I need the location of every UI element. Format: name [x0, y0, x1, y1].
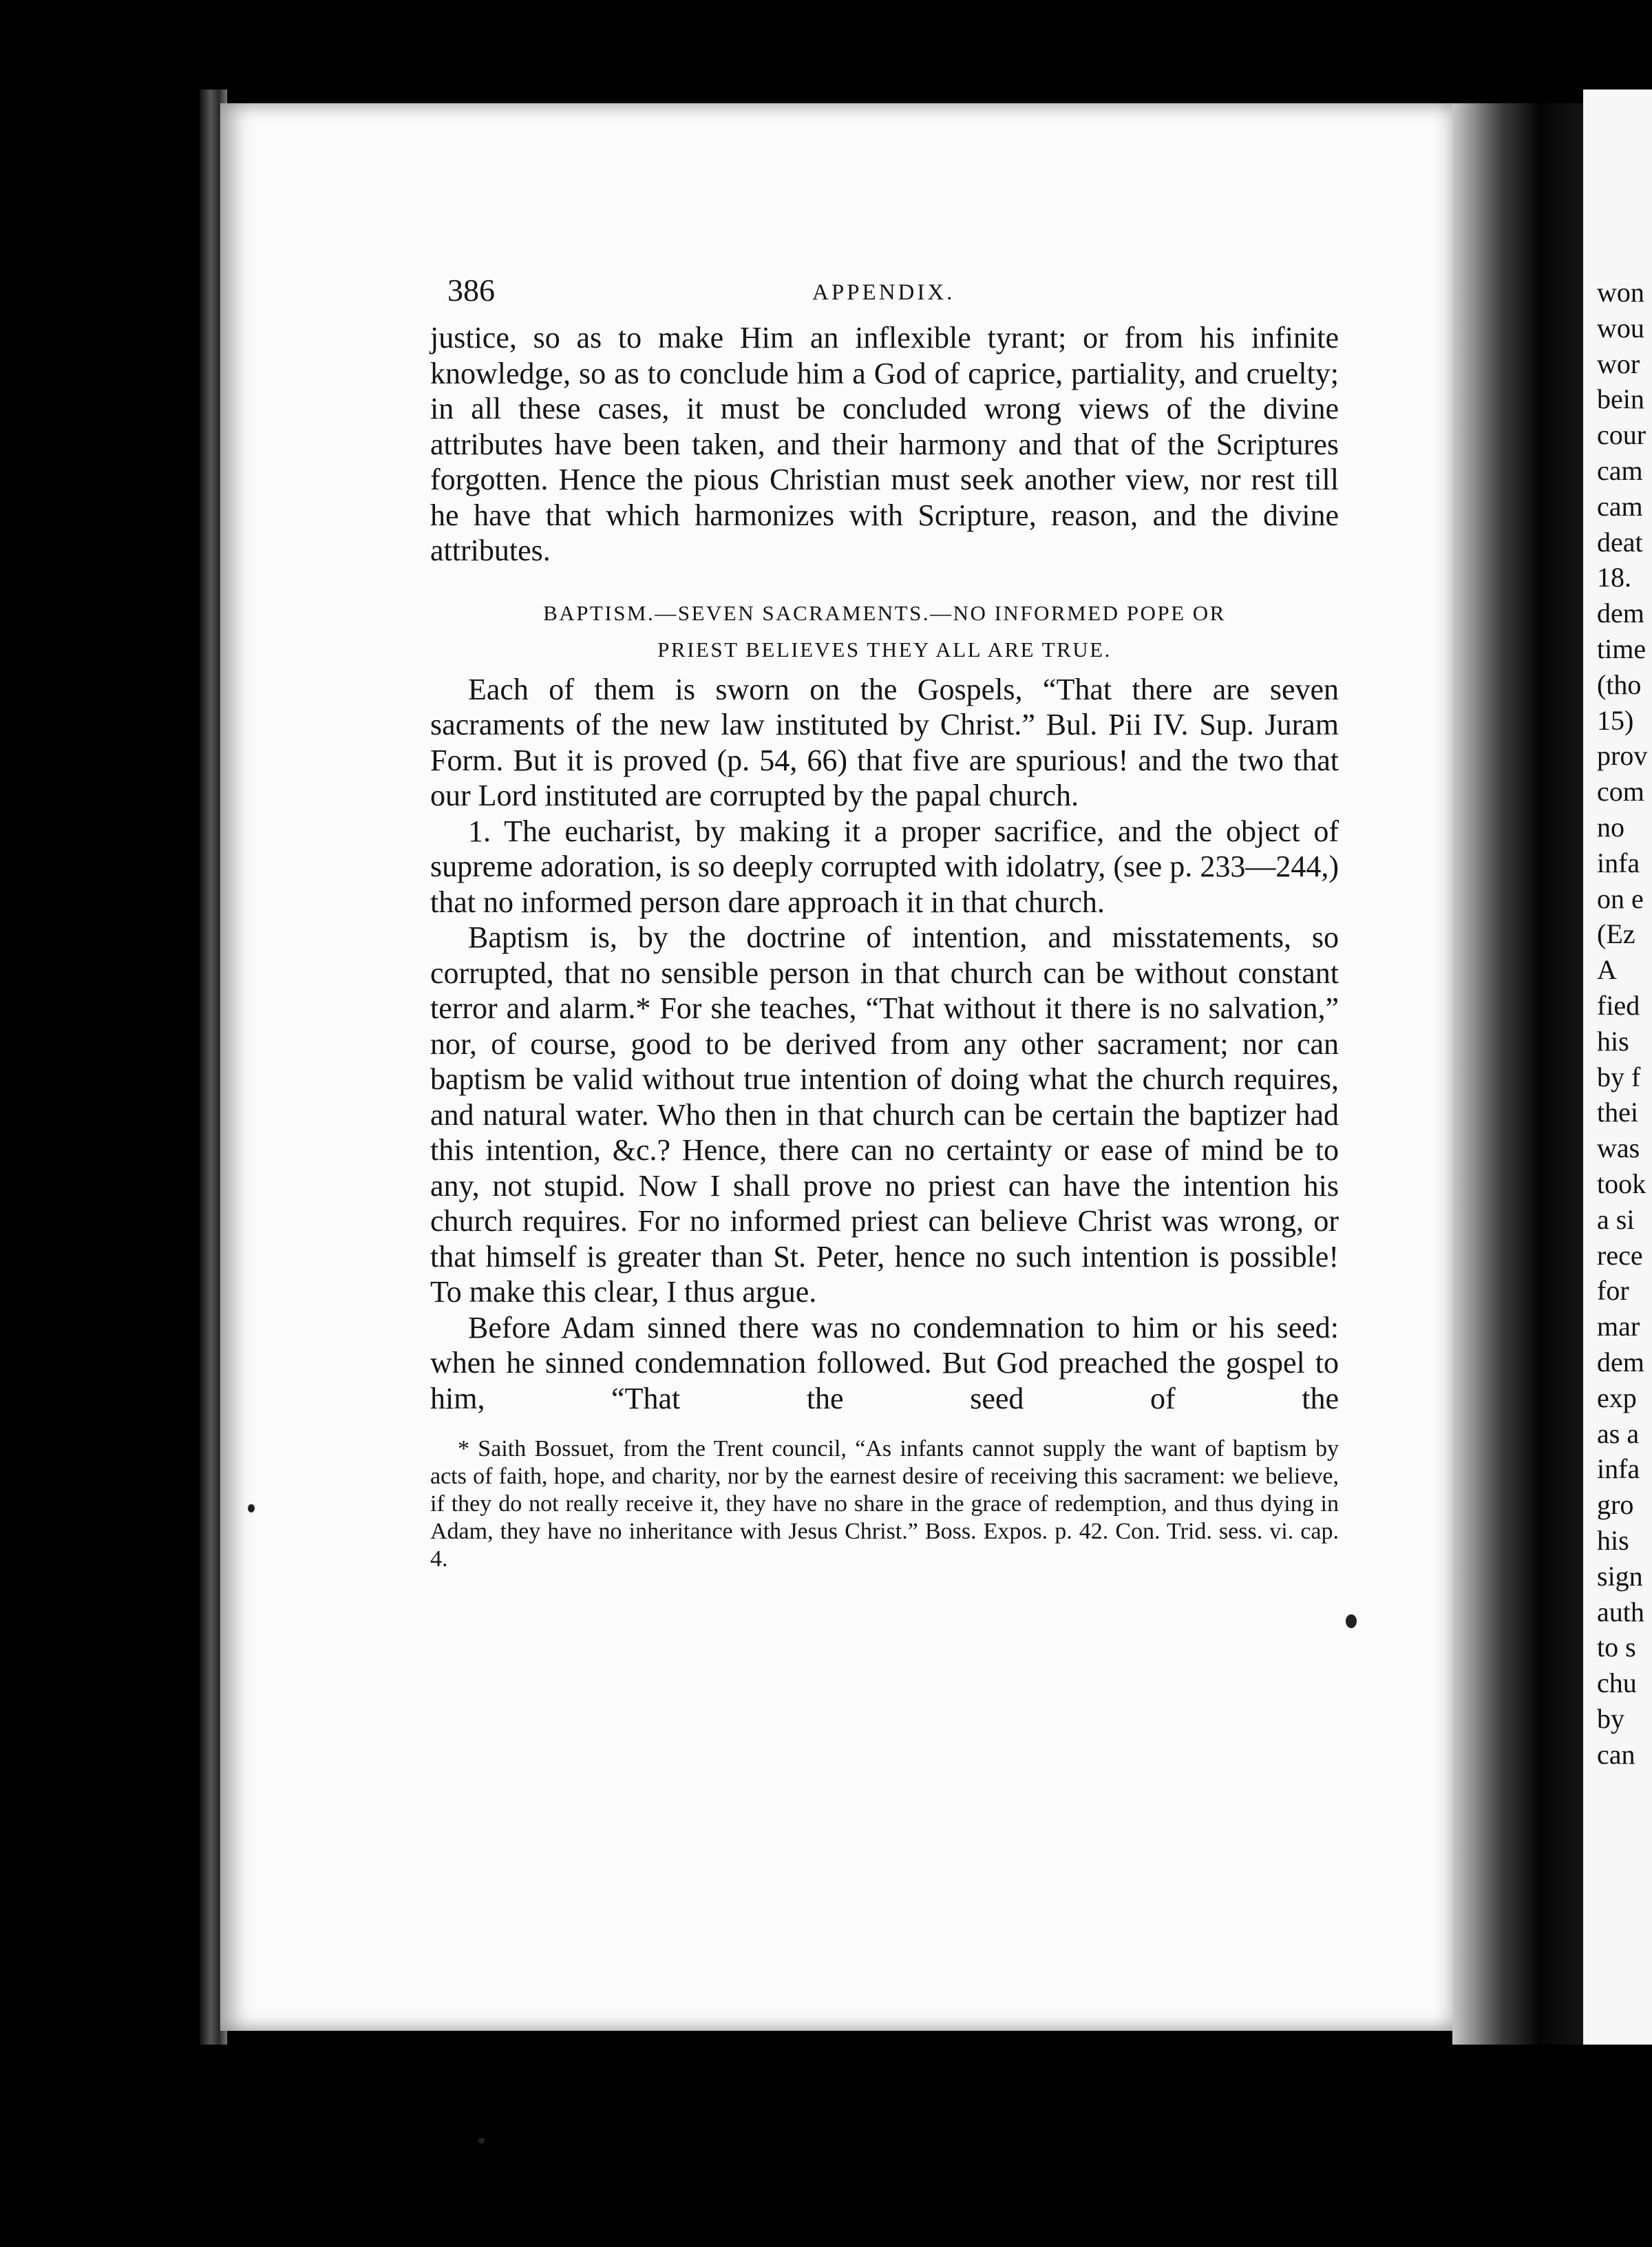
facing-page-line: exp — [1597, 1382, 1637, 1413]
facing-page-line: fied — [1597, 990, 1640, 1021]
facing-page-line: auth — [1597, 1596, 1644, 1627]
facing-page-line: dem — [1597, 598, 1644, 629]
footnote-text: * Saith Bossuet, from the Trent council, “As infants cannot supply the want of baptism by acts of faith, hope, and charity, nor by the earnest desire of receiving this sacrament: we believe, if they do not really receive it, they have no share in the grace of redemption, and thus dying in Adam, they have no inheritance with Jesus Christ.” Boss. Expos. p. 42. Con. Trid. sess. vi. cap. 4. — [430, 1436, 1339, 1572]
facing-page-line: wou — [1597, 312, 1644, 344]
facing-page-line: infa — [1597, 847, 1640, 878]
book-gutter — [1452, 103, 1597, 2045]
facing-page-line: deat — [1597, 526, 1643, 558]
page-text-column — [430, 272, 1339, 1596]
facing-page-line: (Ez — [1597, 918, 1635, 950]
scan-speck — [478, 2138, 485, 2144]
facing-page-line: mar — [1597, 1311, 1640, 1342]
facing-page-line: bein — [1597, 383, 1644, 415]
scan-speck — [248, 1504, 255, 1512]
facing-page-line: was — [1597, 1132, 1640, 1164]
facing-page-line: cam — [1597, 455, 1643, 486]
facing-page-line: his — [1597, 1025, 1629, 1057]
paragraph: justice, so as to make Him an inflexible tyrant; or from his infinite knowledge, so as to conclude him a God of caprice, partiality, and cruelty; in all these cases, it must be concluded wrong views of the divine attributes have been taken, and their harmony and that of the Scriptures forgotten. Hence the pious Christian must seek another view, nor rest till he have that which harmonizes with Scripture, reason, and the divine attributes. — [430, 321, 1339, 567]
facing-page-line: cour — [1597, 419, 1646, 451]
section-heading-line-2: PRIEST BELIEVES THEY ALL ARE TRUE. — [657, 637, 1112, 662]
facing-page-line: prov — [1597, 740, 1648, 772]
running-head-title: APPENDIX. — [812, 280, 955, 305]
facing-page-line: to s — [1597, 1632, 1636, 1663]
facing-page-line: on e — [1597, 883, 1644, 914]
facing-page-line: 15) — [1597, 704, 1634, 736]
paragraph: Before Adam sinned there was no condemnation to him or his seed: when he sinned condemnation followed. But God preached the gospel to him, “That the seed of the — [430, 1310, 1339, 1415]
facing-page-line: sign — [1597, 1560, 1643, 1592]
facing-page-line: infa — [1597, 1453, 1640, 1485]
facing-page-line: dem — [1597, 1347, 1644, 1378]
page-number: 386 — [447, 273, 495, 308]
paragraph: 1. The eucharist, by making it a proper sacrifice, and the object of supreme adoration, is so deeply corrupted with idolatry, (see p. 233—244,) that no informed person dare approach it in that church. — [430, 814, 1339, 919]
paragraph: Each of them is sworn on the Gospels, “That there are seven sacraments of the new law instituted by Christ.” Bul. Pii IV. Sup. Juram Form. But it is proved (p. 54, 66) that five are spurious! and the two that our Lord instituted are corrupted by the papal church. — [430, 672, 1339, 812]
facing-page-line: took — [1597, 1168, 1646, 1199]
facing-page-line: for — [1597, 1275, 1629, 1307]
facing-page-line: chu — [1597, 1667, 1637, 1699]
section-heading — [430, 595, 1339, 668]
facing-page-line: by — [1597, 1703, 1624, 1734]
facing-page-line: his — [1597, 1525, 1629, 1556]
paragraph: Baptism is, by the doctrine of intention, and misstatements, so corrupted, that no sensible person in that church can be without constant terror and alarm.* For she teaches, “That without it there is no salvation,” nor, of course, good to be derived from any other sacrament; nor can baptism be valid without true intention of doing what the church requires, and natural water. Who then in that church can be certain the baptizer had this intention, &c.? Hence, there can no certainty or ease of mind be to any, not stupid. Now I shall prove no priest can have the intention his church requires. For no informed priest can believe Christ was wrong, or that himself is greater than St. Peter, hence no such intention is possible! To make this clear, I thus argue. — [430, 920, 1339, 1309]
facing-page-line: (tho — [1597, 668, 1642, 700]
facing-page-line: 18. — [1597, 562, 1631, 593]
facing-page — [1583, 89, 1652, 2045]
facing-page-line: wor — [1597, 348, 1640, 379]
facing-page-line: gro — [1597, 1489, 1634, 1521]
facing-page-line: a si — [1597, 1203, 1635, 1235]
footnote — [430, 1435, 1339, 1573]
facing-page-line: as a — [1597, 1417, 1640, 1449]
facing-page-line: by f — [1597, 1061, 1641, 1093]
facing-page-line: com — [1597, 776, 1644, 808]
facing-page-line: can — [1597, 1738, 1635, 1770]
facing-page-line: time — [1597, 633, 1646, 664]
running-head — [430, 272, 1339, 320]
facing-page-line: won — [1597, 277, 1644, 308]
facing-page-line: A — [1597, 954, 1617, 986]
facing-page-line: cam — [1597, 490, 1643, 522]
section-heading-line-1: BAPTISM.—SEVEN SACRAMENTS.—NO INFORMED POPE OR — [543, 600, 1226, 625]
facing-page-line: no — [1597, 812, 1624, 843]
facing-page-line: thei — [1597, 1097, 1638, 1128]
scan-speck — [1346, 1614, 1357, 1628]
facing-page-line: rece — [1597, 1239, 1643, 1271]
